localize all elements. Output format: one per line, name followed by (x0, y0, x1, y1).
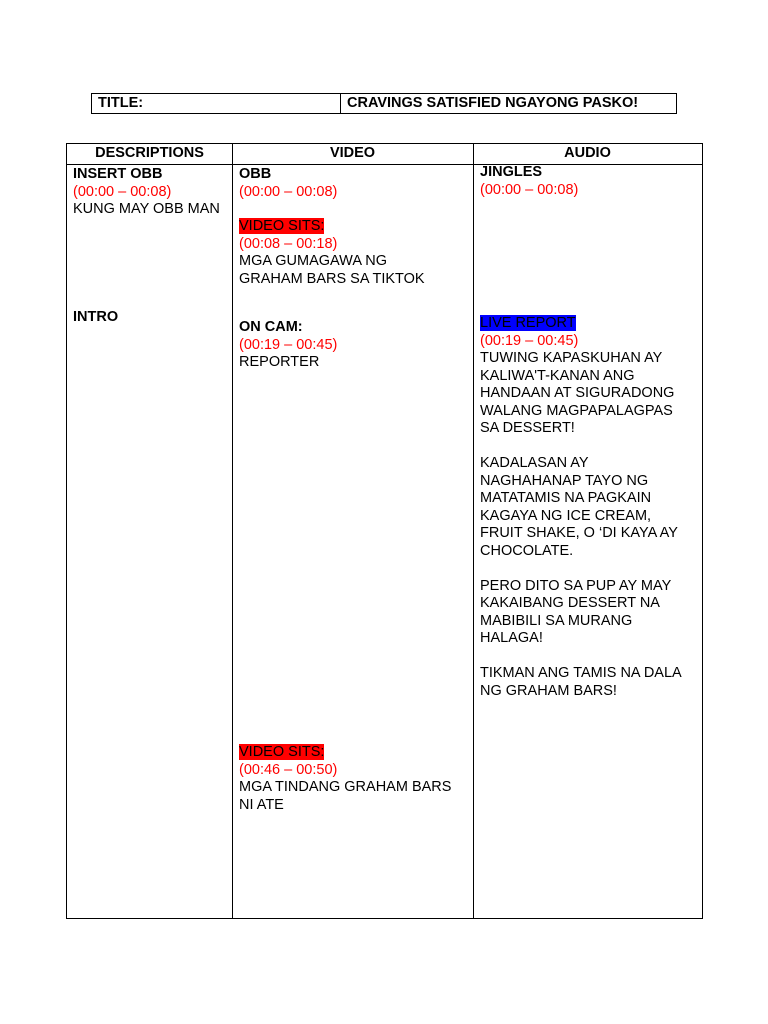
timecode: (00:00 – 00:08) (73, 183, 172, 200)
audio-line: MATATAMIS NA PAGKAIN (480, 490, 652, 506)
header-audio: AUDIO (564, 145, 611, 161)
video-heading: OBB (239, 166, 272, 182)
video-sits-2 (239, 744, 451, 814)
video-text: REPORTER (239, 354, 320, 370)
desc-insert-obb (73, 166, 220, 219)
desc-intro (73, 309, 118, 327)
video-sits-tag: VIDEO SITS: (239, 218, 325, 234)
video-on-cam (239, 319, 337, 372)
timecode: (00:00 – 00:08) (480, 181, 579, 198)
audio-jingles (480, 164, 578, 199)
video-heading: ON CAM: (239, 319, 303, 335)
audio-heading: JINGLES (480, 164, 543, 180)
desc-heading: INTRO (73, 309, 119, 325)
video-text: MGA GUMAGAWA NG (239, 253, 387, 269)
header-video: VIDEO (329, 145, 376, 161)
title-label: TITLE: (92, 94, 341, 113)
video-text: GRAHAM BARS SA TIKTOK (239, 270, 425, 287)
audio-line: FRUIT SHAKE, O ‘DI KAYA AY (480, 525, 678, 541)
audio-line: WALANG MAGPAPALAGPAS (480, 402, 673, 419)
audio-line: SA DESSERT! (480, 420, 575, 436)
audio-line: HANDAAN AT SIGURADONG (480, 385, 675, 401)
script-table (66, 143, 703, 919)
video-text: NI ATE (239, 796, 284, 813)
video-obb (239, 166, 337, 201)
audio-line: NG GRAHAM BARS! (480, 682, 617, 699)
timecode: (00:08 – 00:18) (239, 235, 338, 252)
live-report-tag: LIVE REPORT (480, 315, 576, 331)
audio-paragraph (480, 350, 682, 438)
audio-paragraph (480, 578, 682, 648)
column-divider (473, 144, 474, 918)
audio-line: KAGAYA NG ICE CREAM, (480, 507, 652, 524)
audio-line: PERO DITO SA PUP AY MAY (480, 577, 672, 594)
audio-paragraph (480, 455, 682, 560)
timecode: (00:19 – 00:45) (239, 336, 338, 353)
audio-line: MABIBILI SA MURANG (480, 612, 633, 629)
video-sits-1 (239, 218, 425, 288)
timecode: (00:46 – 00:50) (239, 761, 338, 778)
header-descriptions: DESCRIPTIONS (95, 145, 204, 161)
video-sits-tag: VIDEO SITS: (239, 744, 325, 760)
timecode: (00:19 – 00:45) (480, 332, 579, 349)
column-divider (232, 144, 233, 918)
audio-live-report (480, 315, 682, 700)
audio-line: KALIWA'T-KANAN ANG (480, 367, 635, 384)
video-text: MGA TINDANG GRAHAM BARS (239, 779, 452, 795)
audio-line: TIKMAN ANG TAMIS NA DALA (480, 665, 682, 681)
audio-line: TUWING KAPASKUHAN AY (480, 350, 663, 366)
timecode: (00:00 – 00:08) (239, 183, 338, 200)
audio-line: KAKAIBANG DESSERT NA (480, 595, 660, 611)
audio-line: HALAGA! (480, 630, 543, 646)
audio-line: KADALASAN AY (480, 455, 589, 471)
title-row (91, 93, 677, 114)
audio-line: NAGHAHANAP TAYO NG (480, 472, 649, 489)
title-value: CRAVINGS SATISFIED NGAYONG PASKO! (347, 95, 639, 111)
audio-line: CHOCOLATE. (480, 542, 574, 559)
table-header (67, 144, 702, 165)
desc-heading: INSERT OBB (73, 166, 163, 182)
audio-paragraph (480, 665, 682, 700)
desc-text: KUNG MAY OBB MAN (73, 201, 220, 217)
